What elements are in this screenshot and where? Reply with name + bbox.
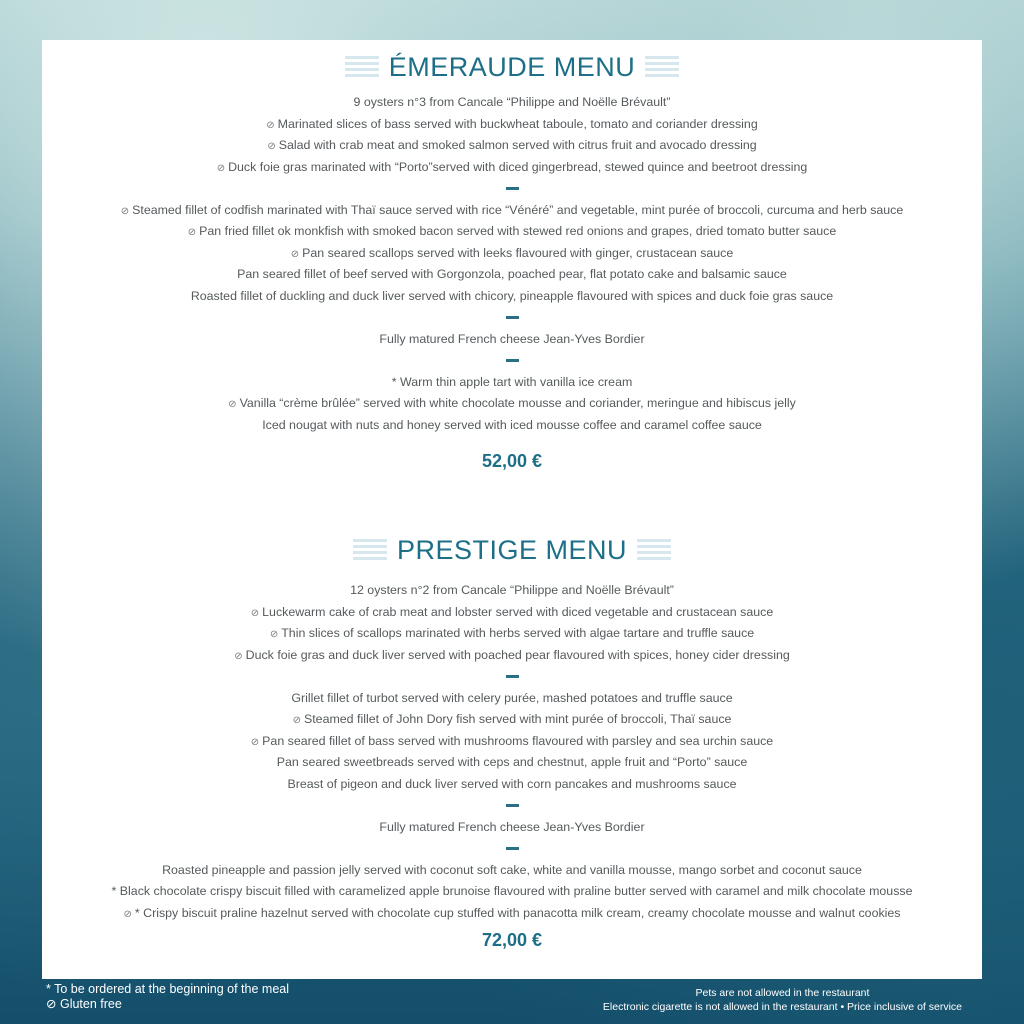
- stripes-decoration: [645, 56, 679, 80]
- menu-item-text: Pan fried fillet ok monkfish with smoked bacon served with stewed red onions and grapes, dried tomato butter sauce: [199, 224, 837, 238]
- menu-item: [42, 645, 982, 667]
- menu-item: [42, 393, 982, 415]
- gluten-free-icon: ⊘: [269, 629, 279, 640]
- gluten-free-icon: ⊘: [46, 996, 57, 1011]
- menu-item-text: Duck foie gras and duck liver served with poached pear flavoured with spices, honey cider dressing: [245, 647, 790, 662]
- menu-item: [42, 752, 982, 774]
- menu-item: [42, 221, 982, 243]
- menu-item-text: Roasted fillet of duckling and duck liver served with chicory, pineapple flavoured with spices and duck foie gras sauce: [190, 288, 834, 303]
- footer-legend: [46, 982, 289, 1011]
- emeraude-title-row: [42, 52, 982, 83]
- menu-item: [42, 114, 982, 136]
- menu-item: [42, 881, 982, 903]
- cheese-item: Fully matured French cheese Jean-Yves Bordier: [379, 819, 645, 834]
- gluten-free-icon: ⊘: [228, 399, 237, 410]
- menu-item-text: Iced nougat with nuts and honey served with iced mousse coffee and caramel coffee sauce: [262, 417, 762, 432]
- menu-item: [42, 286, 982, 308]
- course-separator: [42, 307, 982, 329]
- menu-item-text: Pan seared fillet of bass served with mushrooms flavoured with parsley and sea urchin sauce: [262, 733, 774, 748]
- gluten-free-icon: ⊘: [234, 650, 243, 662]
- gluten-free-icon: ⊘: [266, 119, 275, 131]
- stripes-decoration: [353, 539, 387, 563]
- menu-item: [42, 135, 982, 157]
- menu-item: [42, 623, 982, 645]
- gluten-note: Gluten free: [59, 996, 122, 1011]
- gluten-free-icon: ⊘: [123, 908, 132, 920]
- menu-item: [42, 903, 982, 925]
- menu-item-text: 12 oysters n°2 from Cancale “Philippe and Noëlle Brévault”: [350, 583, 674, 597]
- emeraude-price: 52,00 €: [481, 451, 543, 471]
- gluten-free-icon: ⊘: [216, 162, 226, 174]
- menu-item-text: * Warm thin apple tart with vanilla ice cream: [391, 374, 633, 389]
- menu-item: [42, 709, 982, 731]
- menu-item-text: * Black chocolate crispy biscuit filled with caramelized apple brunoise flavoured with praline butter served with caramel and milk chocolate mousse: [111, 884, 913, 898]
- menu-item: [42, 731, 982, 753]
- menu-item: [42, 92, 982, 114]
- gluten-free-icon: ⊘: [250, 736, 260, 748]
- menu-item: [42, 602, 982, 624]
- menu-item: [42, 774, 982, 796]
- order-note: * To be ordered at the beginning of the meal: [46, 982, 289, 996]
- menu-item-text: Pan seared sweetbreads served with ceps and chestnut, apple fruit and “Porto” sauce: [276, 755, 748, 769]
- menu-item-text: 9 oysters n°3 from Cancale “Philippe and Noëlle Brévault”: [353, 95, 671, 109]
- menu-item-text: Steamed fillet of codfish marinated with Thaï sauce served with rice “Vénéré” and vegetable, mint purée of broccoli, curcuma and herb sauce: [132, 202, 904, 217]
- menu-item: [42, 157, 982, 179]
- service-note: Electronic cigarette is not allowed in the restaurant • Price inclusive of service: [602, 1001, 962, 1013]
- menu-item-text: Grillet fillet of turbot served with celery purée, mashed potatoes and truffle sauce: [291, 690, 733, 705]
- gluten-free-icon: ⊘: [292, 715, 301, 726]
- menu-item-text: Vanilla “crème brûlée” served with white chocolate mousse and coriander, meringue and hibiscus jelly: [239, 396, 796, 410]
- menu-item-text: Salad with crab meat and smoked salmon served with citrus fruit and avocado dressing: [278, 138, 757, 152]
- menu-item: [42, 372, 982, 394]
- menu-item: [42, 688, 982, 710]
- course-separator: [42, 795, 982, 817]
- emeraude-items: [42, 92, 982, 436]
- gluten-free-icon: ⊘: [120, 205, 130, 217]
- menu-item-text: Roasted pineapple and passion jelly served with coconut soft cake, white and vanilla mousse, mango sorbet and coconut sauce: [162, 862, 862, 877]
- menu-item: [42, 264, 982, 286]
- prestige-items: [42, 580, 982, 924]
- menu-item-text: Breast of pigeon and duck liver served with corn pancakes and mushrooms sauce: [287, 776, 737, 791]
- menu-item-text: Luckewarm cake of crab meat and lobster served with diced vegetable and crustacean sauce: [262, 604, 774, 619]
- menu-item: [42, 243, 982, 265]
- prestige-title-row: [42, 535, 982, 566]
- menu-card: [42, 40, 982, 979]
- gluten-free-icon: ⊘: [290, 248, 300, 260]
- stripes-decoration: [345, 56, 379, 80]
- menu-item: [42, 860, 982, 882]
- course-separator: [42, 666, 982, 688]
- menu-item-text: Thin slices of scallops marinated with herbs served with algae tartare and truffle sauce: [281, 626, 755, 640]
- menu-item-text: Pan seared scallops served with leeks flavoured with ginger, crustacean sauce: [302, 245, 734, 260]
- menu-item-text: Duck foie gras marinated with “Porto”served with diced gingerbread, stewed quince and beetroot dressing: [228, 159, 808, 174]
- pets-note: Pets are not allowed in the restaurant: [695, 987, 870, 999]
- menu-item: [42, 415, 982, 437]
- gluten-free-icon: ⊘: [187, 227, 197, 238]
- course-separator: [42, 350, 982, 372]
- footer-rules: [603, 986, 962, 1014]
- menu-item-text: Pan seared fillet of beef served with Gorgonzola, poached pear, flat potato cake and balsamic sauce: [237, 267, 787, 281]
- menu-item-text: Marinated slices of bass served with buckwheat taboule, tomato and coriander dressing: [277, 116, 758, 131]
- course-separator: [42, 838, 982, 860]
- course-separator: [42, 178, 982, 200]
- prestige-price: 72,00 €: [481, 930, 543, 950]
- menu-item-text: Steamed fillet of John Dory fish served with mint purée of broccoli, Thaï sauce: [303, 712, 732, 726]
- gluten-free-icon: ⊘: [267, 141, 276, 152]
- gluten-note-row: [46, 997, 289, 1012]
- menu-item-text: * Crispy biscuit praline hazelnut served with chocolate cup stuffed with panacotta milk cream, creamy chocolate mousse and walnut cookies: [134, 905, 901, 920]
- menu-item: [42, 580, 982, 602]
- emeraude-title: ÉMERAUDE MENU: [388, 52, 636, 82]
- prestige-title: PRESTIGE MENU: [396, 535, 628, 565]
- stripes-decoration: [637, 539, 671, 563]
- gluten-free-icon: ⊘: [250, 607, 260, 619]
- cheese-item: Fully matured French cheese Jean-Yves Bordier: [379, 331, 645, 346]
- menu-item: [42, 200, 982, 222]
